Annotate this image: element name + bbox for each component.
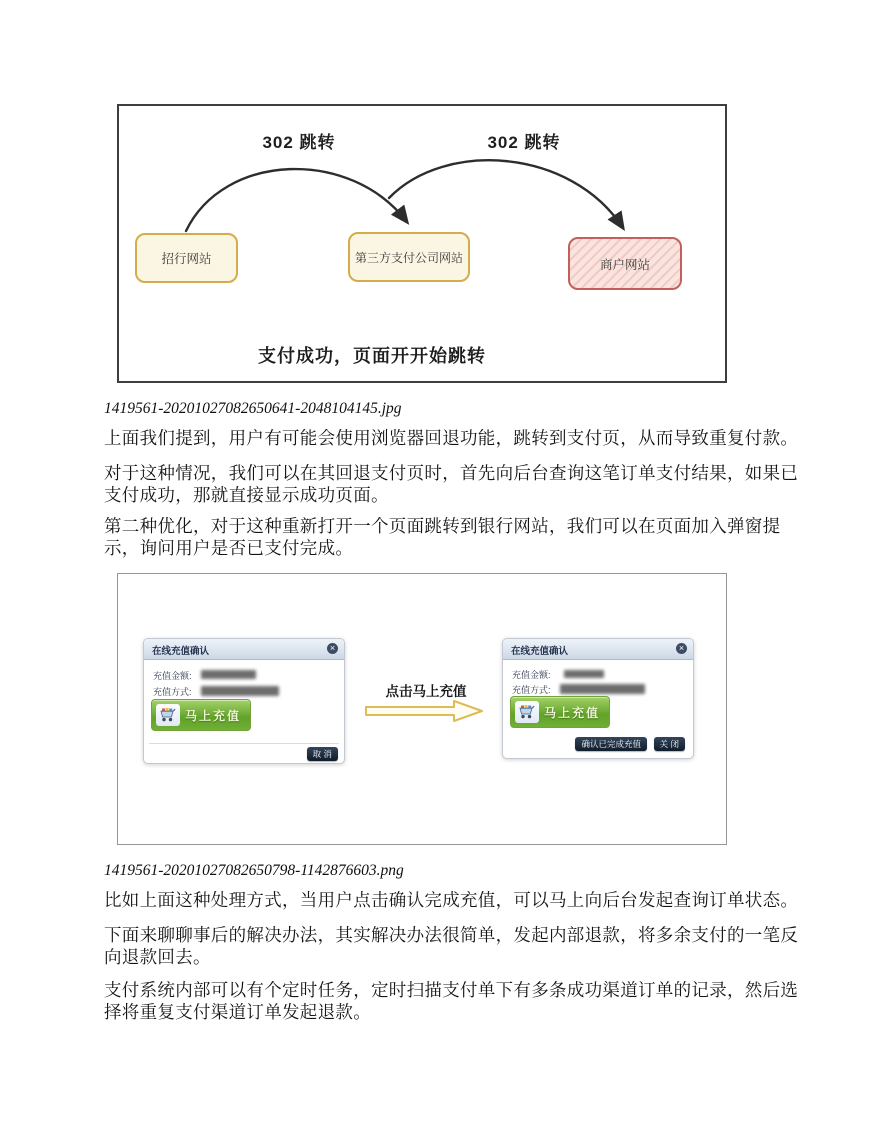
- method-label: 充值方式:: [512, 685, 551, 695]
- node-bank-website: 招行网站: [135, 233, 238, 283]
- image-filename-caption-1: 1419561-20201027082650641-2048104145.jpg: [104, 400, 402, 417]
- dialog-header: [144, 639, 344, 660]
- diagram-caption: 支付成功，页面开开始跳转: [258, 346, 486, 366]
- paragraph-line: 支付系统内部可以有个定时任务，定时扫描支付单下有多条成功渠道订单的记录，然后选: [104, 980, 799, 1000]
- redirect-label-left: 302 跳转: [262, 133, 336, 152]
- paragraph-line: 下面来聊聊事后的解决办法，其实解决办法很简单，发起内部退款，将多余支付的一笔反: [104, 925, 799, 945]
- redirect-label-right: 302 跳转: [487, 133, 561, 152]
- redirect-arrow-bank-to-thirdparty: [186, 169, 407, 231]
- paragraph-line: 对于这种情况，我们可以在其回退支付页时，首先向后台查询这笔订单支付结果，如果已: [104, 463, 799, 483]
- amount-label: 充值金额:: [153, 671, 192, 681]
- click-recharge-label: 点击马上充值: [385, 684, 467, 699]
- recharge-dialog-after: [502, 638, 694, 759]
- close-icon[interactable]: ×: [327, 643, 338, 654]
- redacted-method-value: [201, 686, 279, 696]
- paragraph: [104, 889, 798, 911]
- recharge-now-button[interactable]: [510, 696, 610, 728]
- cancel-button[interactable]: 取 消: [307, 747, 338, 761]
- transition-arrow-icon: [364, 698, 486, 724]
- dialog-header: [503, 639, 693, 660]
- recharge-now-label: 马上充值: [185, 708, 242, 723]
- redirect-flow-diagram: [117, 104, 727, 383]
- paragraph-line: 示，询问用户是否已支付完成。: [104, 538, 354, 558]
- paragraph: [104, 427, 798, 449]
- paragraph: [104, 924, 798, 968]
- node-merchant-website: 商户网站: [568, 237, 682, 290]
- paragraph: [104, 979, 798, 1023]
- confirm-recharge-done-button[interactable]: 确认已完成充值: [575, 737, 647, 751]
- cart-icon: [515, 701, 539, 723]
- close-button[interactable]: 关 闭: [654, 737, 685, 751]
- close-icon[interactable]: ×: [676, 643, 687, 654]
- paragraph-line: 比如上面这种处理方式，当用户点击确认完成充值，可以马上向后台发起查询订单状态。: [104, 890, 799, 910]
- redacted-method-value: [560, 684, 645, 694]
- cart-icon: [156, 704, 180, 726]
- amount-label: 充值金额:: [512, 670, 551, 680]
- paragraph-line: 上面我们提到，用户有可能会使用浏览器回退功能，跳转到支付页，从而导致重复付款。: [104, 428, 799, 448]
- redacted-amount-value: [201, 670, 256, 679]
- paragraph-line: 第二种优化，对于这种重新打开一个页面跳转到银行网站，我们可以在页面加入弹窗提: [104, 516, 781, 536]
- dialog-title: 在线充值确认: [152, 646, 210, 657]
- recharge-dialog-before: [143, 638, 345, 764]
- paragraph: [104, 462, 798, 506]
- recharge-now-button[interactable]: [151, 699, 251, 731]
- paragraph: [104, 515, 780, 559]
- method-row: [153, 682, 279, 700]
- recharge-dialogs-screenshot: [117, 573, 727, 845]
- image-filename-caption-2: 1419561-20201027082650798-1142876603.png: [104, 862, 404, 879]
- recharge-now-label: 马上充值: [544, 705, 601, 720]
- redirect-arrow-thirdparty-to-merchant: [389, 160, 623, 228]
- dialog-title: 在线充值确认: [511, 646, 569, 657]
- method-label: 充值方式:: [153, 687, 192, 697]
- paragraph-line: 向退款回去。: [104, 947, 211, 967]
- paragraph-line: 支付成功，那就直接显示成功页面。: [104, 485, 389, 505]
- redacted-amount-value: [564, 670, 604, 678]
- dialog-footer-divider: [149, 743, 339, 744]
- node-thirdparty-website: 第三方支付公司网站: [348, 232, 470, 282]
- paragraph-line: 择将重复支付渠道订单发起退款。: [104, 1002, 371, 1022]
